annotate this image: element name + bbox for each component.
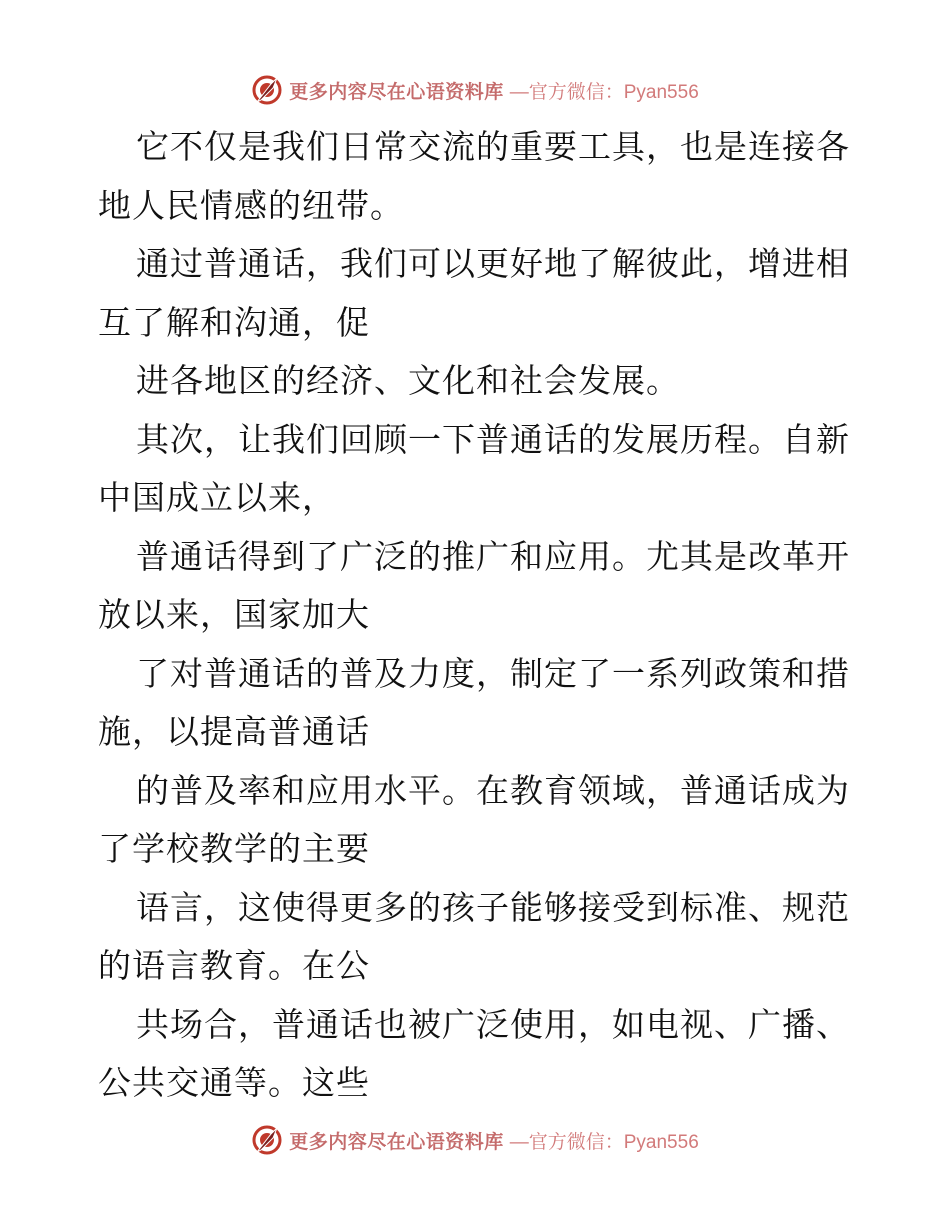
watermark-text: 更多内容尽在心语资料库 xyxy=(289,1130,504,1153)
text-line: 普通话得到了广泛的推广和应用。尤其是改革开 xyxy=(136,536,850,576)
quill-logo-icon xyxy=(251,1124,283,1156)
header-watermark xyxy=(0,70,950,110)
text-line: 地人民情感的纽带。 xyxy=(98,185,404,225)
text-line: 它不仅是我们日常交流的重要工具，也是连接各 xyxy=(136,127,850,166)
text-line: 放以来，国家加大 xyxy=(98,595,370,634)
watermark-wechat: —官方微信：Pyan556 xyxy=(509,1131,699,1153)
text-line: 施，以提高普通话 xyxy=(98,712,370,751)
footer-watermark xyxy=(0,1120,950,1160)
document-body xyxy=(98,118,858,1113)
quill-logo-icon xyxy=(251,74,283,106)
text-line: 共场合，普通话也被广泛使用，如电视、广播、 xyxy=(136,1004,850,1044)
text-line: 语言，这使得更多的孩子能够接受到标准、规范 xyxy=(136,887,850,927)
text-line: 的语言教育。在公 xyxy=(98,946,370,985)
text-line: 通过普通话，我们可以更好地了解彼此，增进相 xyxy=(136,244,850,283)
text-line: 了学校教学的主要 xyxy=(98,829,370,868)
text-line: 互了解和沟通，促 xyxy=(98,302,370,342)
text-line: 中国成立以来， xyxy=(98,478,336,517)
watermark-text: 更多内容尽在心语资料库 xyxy=(289,80,504,103)
text-line: 公共交通等。这些 xyxy=(98,1063,370,1102)
text-line: 了对普通话的普及力度，制定了一系列政策和措 xyxy=(136,653,850,693)
text-line: 其次，让我们回顾一下普通话的发展历程。自新 xyxy=(136,419,850,459)
text-line: 的普及率和应用水平。在教育领域，普通话成为 xyxy=(136,770,850,810)
watermark-wechat: —官方微信：Pyan556 xyxy=(509,81,699,103)
text-line: 进各地区的经济、文化和社会发展。 xyxy=(136,361,680,400)
